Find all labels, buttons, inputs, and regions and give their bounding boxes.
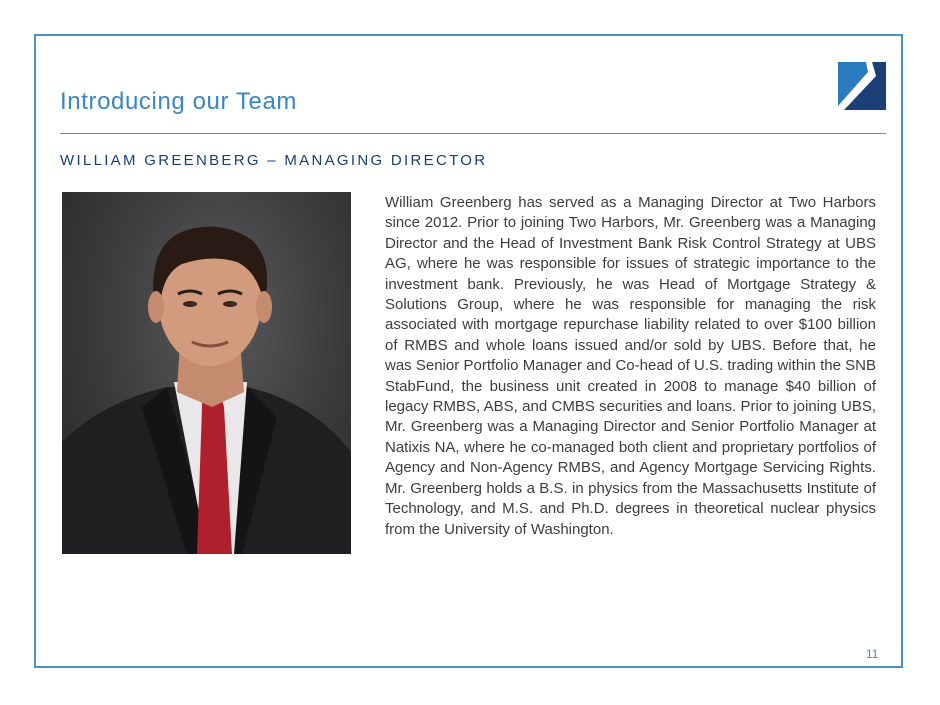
title-divider <box>60 133 886 134</box>
two-harbors-logo-icon <box>838 62 886 110</box>
person-name-heading: WILLIAM GREENBERG – MANAGING DIRECTOR <box>60 152 488 169</box>
page-title: Introducing our Team <box>60 88 298 115</box>
portrait-photo <box>62 192 351 554</box>
page-number: 11 <box>866 647 879 661</box>
bio-text: William Greenberg has served as a Managing Director at Two Harbors since 2012. Prior to joining Two Harbors, Mr. Greenberg was a Managing Director and the Head of Investment Bank Risk Control Strategy at UBS AG, where he was responsible for issues of strategic importance to the investment bank. Previously, he was Head of Mortgage Strategy & Solutions Group, where he was responsible for managing the risk associated with mortgage repurchase liability related to over $100 billion of RMBS and whole loans issued and/or sold by UBS. Before that, he was Senior Portfolio Manager and Co-head of U.S. trading within the SNB StabFund, the business unit created in 2008 to manage $40 billion of legacy RMBS, ABS, and CMBS securities and loans. Prior to joining UBS, Mr. Greenberg was a Managing Director and Senior Portfolio Manager at Natixis NA, where he co-managed both client and proprietary portfolios of Agency and Non-Agency RMBS, and Agency Mortgage Servicing Rights. Mr. Greenberg holds a B.S. in physics from the Massachusetts Institute of Technology, and M.S. and Ph.D. degrees in theoretical nuclear physics from the University of Washington. <box>385 194 876 538</box>
